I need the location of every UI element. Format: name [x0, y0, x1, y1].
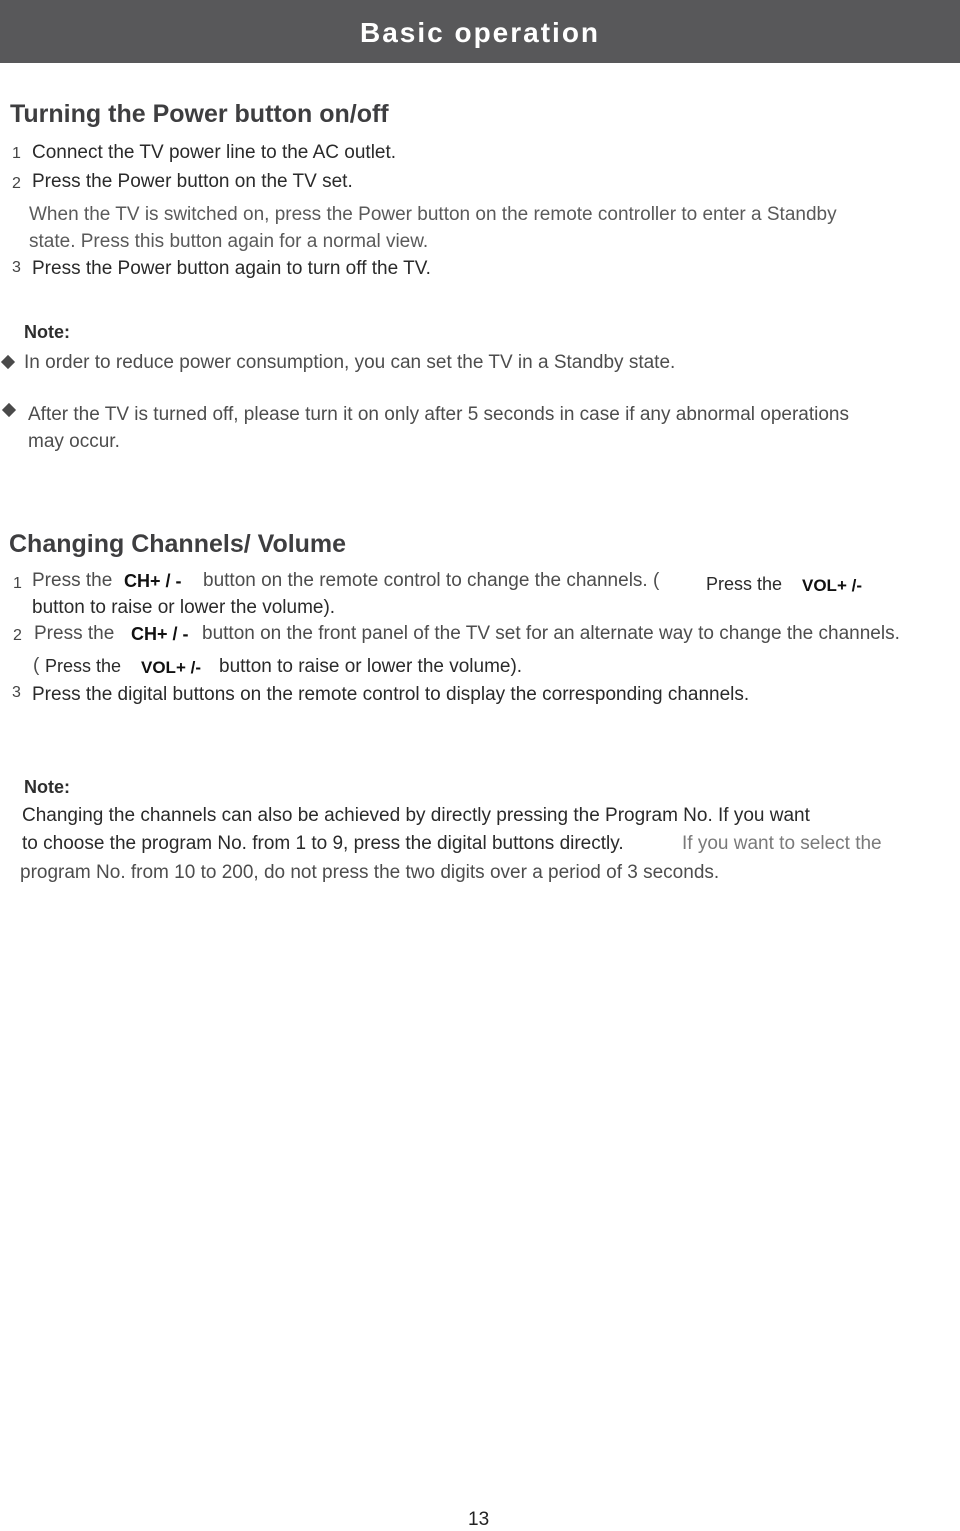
power-step-text: Connect the TV power line to the AC outlet.	[32, 142, 397, 163]
note-text: If you want to select the	[682, 833, 882, 854]
power-detail-line: state. Press this button again for a normal view.	[29, 231, 429, 252]
channel-step-text: Press the	[34, 623, 115, 644]
step-number: 1	[12, 145, 21, 162]
bullet-diamond-icon	[2, 403, 16, 417]
step-number: 1	[13, 575, 22, 592]
step-number: 2	[12, 175, 21, 192]
channel-step-text: button on the front panel of the TV set for an alternate way to change the channels.	[202, 623, 900, 644]
note-label: Note:	[24, 777, 70, 797]
note-bullet-text: may occur.	[28, 431, 120, 452]
note-text: Changing the channels can also be achieved by directly pressing the Program No. If you want	[22, 805, 810, 826]
note-label: Note:	[24, 322, 70, 342]
page-number: 13	[468, 1509, 490, 1530]
channel-step-text: (	[33, 655, 40, 676]
vol-key-label: VOL+ /-	[802, 576, 862, 595]
page-title: Basic operation	[359, 16, 601, 48]
step-number: 3	[12, 684, 21, 701]
note-bullet-text: In order to reduce power consumption, you can set the TV in a Standby state.	[24, 352, 676, 373]
page-header	[0, 0, 960, 63]
section-heading-power: Turning the Power button on/off	[10, 100, 389, 128]
channel-step-text: button to raise or lower the volume).	[219, 656, 523, 677]
channel-step-text: button to raise or lower the volume).	[32, 597, 336, 618]
note-bullet-text: After the TV is turned off, please turn it on only after 5 seconds in case if any abnormal operations	[28, 404, 849, 425]
step-number: 3	[12, 259, 21, 276]
channel-step-text: Press the	[706, 574, 783, 594]
power-step-text: Press the Power button again to turn off the TV.	[32, 258, 431, 279]
ch-key-label: CH+ / -	[124, 571, 182, 591]
channel-step-text: Press the	[45, 656, 122, 676]
note-text: to choose the program No. from 1 to 9, press the digital buttons directly.	[22, 833, 624, 854]
channel-step-text: Press the digital buttons on the remote control to display the corresponding channels.	[32, 684, 750, 705]
bullet-diamond-icon	[1, 355, 15, 369]
section-heading-channels: Changing Channels/ Volume	[9, 530, 347, 558]
step-number: 2	[13, 627, 22, 644]
channel-step-text: Press the	[32, 570, 113, 591]
vol-key-label: VOL+ /-	[141, 658, 201, 677]
note-text: program No. from 10 to 200, do not press the two digits over a period of 3 seconds.	[20, 862, 720, 883]
power-step-text: Press the Power button on the TV set.	[32, 171, 353, 192]
channel-step-text: button on the remote control to change the channels. (	[203, 570, 660, 591]
ch-key-label: CH+ / -	[131, 624, 189, 644]
power-detail-line: When the TV is switched on, press the Power button on the remote controller to enter a Standby	[29, 204, 837, 225]
